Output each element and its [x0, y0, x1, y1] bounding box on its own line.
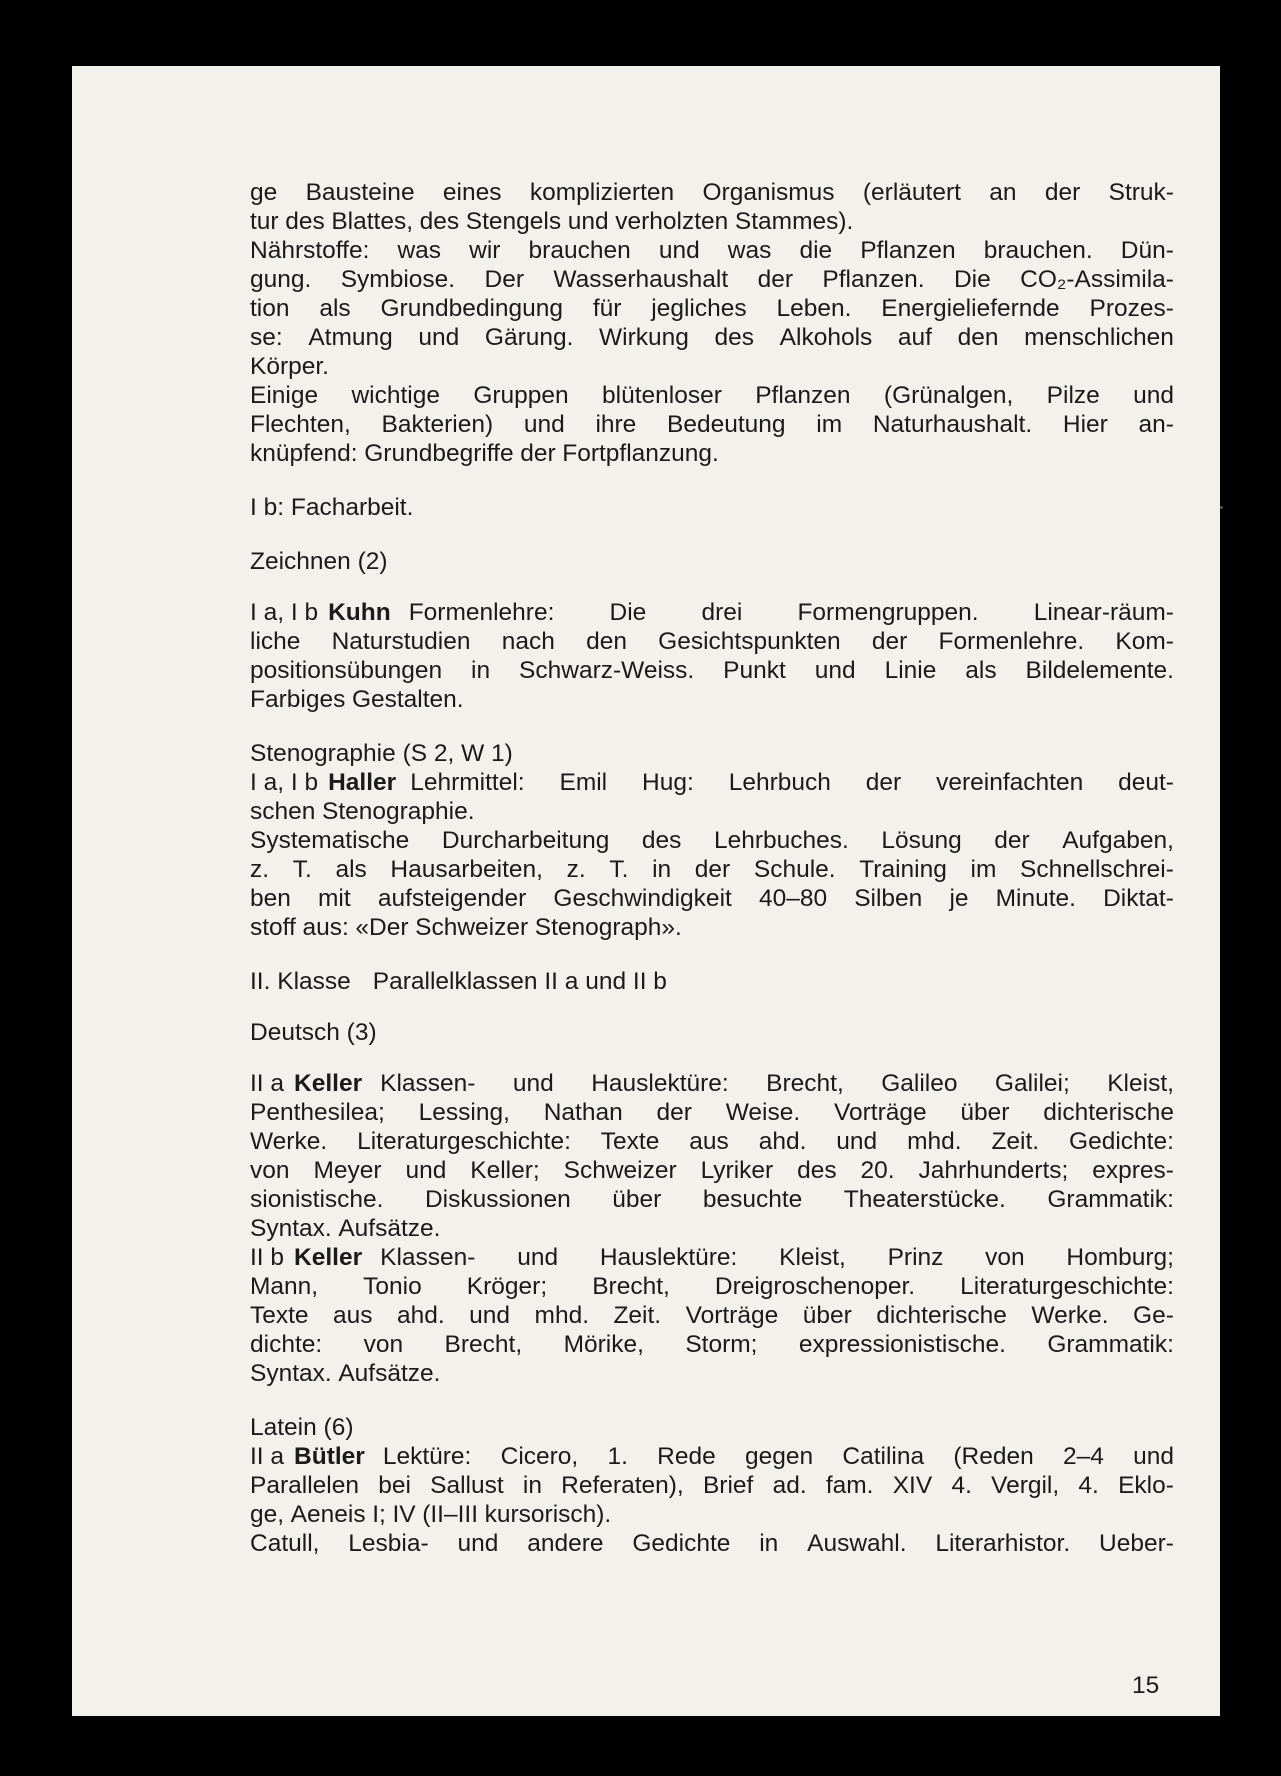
deutsch-iia-first-line: II a Keller Klassen- und Hauslektüre: Brecht, Galileo Galilei; Kleist,	[250, 1070, 1174, 1097]
text-line: Parallelen bei Sallust in Referaten), Brief ad. fam. XIV 4. Vergil, 4. Eklo-	[250, 1472, 1174, 1499]
teacher-name: Haller	[328, 769, 397, 796]
class-label: I a, I b	[250, 769, 319, 796]
text-line: sionistische. Diskussionen über besuchte Theaterstücke. Grammatik:	[250, 1186, 1174, 1213]
teacher-name: Bütler	[294, 1443, 365, 1470]
text-line: stoff aus: «Der Schweizer Stenograph».	[250, 914, 682, 941]
teacher-name: Keller	[294, 1070, 363, 1097]
text-line: Flechten, Bakterien) und ihre Bedeutung im Naturhaushalt. Hier an-	[250, 411, 1174, 438]
text-line: Farbiges Gestalten.	[250, 686, 464, 713]
text-line: Einige wichtige Gruppen blütenloser Pflanzen (Grünalgen, Pilze und	[250, 382, 1174, 409]
facharbeit-line: I b: Facharbeit.	[250, 494, 414, 521]
text-line: ge Bausteine eines komplizierten Organismus (erläutert an der Struk-	[250, 179, 1174, 206]
text-line: knüpfend: Grundbegriffe der Fortpflanzung.	[250, 440, 719, 467]
text-line: Syntax. Aufsätze.	[250, 1360, 441, 1387]
teacher-name: Keller	[294, 1244, 363, 1271]
text-line: Nährstoffe: was wir brauchen und was die Pflanzen brauchen. Dün-	[250, 237, 1174, 264]
text-line: schen Stenographie.	[250, 798, 475, 825]
class-label: II a	[250, 1443, 285, 1470]
zeichnen-first-line: I a, I b Kuhn Formenlehre: Die drei Formengruppen. Linear-räum-	[250, 599, 1174, 626]
text-line: Penthesilea; Lessing, Nathan der Weise. Vorträge über dichterische	[250, 1099, 1174, 1126]
stenographie-first-line: I a, I b Haller Lehrmittel: Emil Hug: Lehrbuch der vereinfachten deut-	[250, 769, 1174, 796]
text-line: Syntax. Aufsätze.	[250, 1215, 441, 1242]
text-line: dichte: von Brecht, Mörike, Storm; expressionistische. Grammatik:	[250, 1331, 1174, 1358]
class-heading-label: II. Klasse	[250, 968, 351, 995]
deutsch-iib-first-line: II b Keller Klassen- und Hauslektüre: Kleist, Prinz von Homburg;	[250, 1244, 1174, 1271]
text-line: von Meyer und Keller; Schweizer Lyriker des 20. Jahrhunderts; expres-	[250, 1157, 1174, 1184]
teacher-name: Kuhn	[328, 599, 391, 626]
page-body	[250, 178, 1174, 1558]
class-heading	[250, 967, 1174, 996]
text-line: Werke. Literaturgeschichte: Texte aus ahd. und mhd. Zeit. Gedichte:	[250, 1128, 1174, 1155]
section-heading-zeichnen: Zeichnen (2)	[250, 548, 388, 575]
text-line: ge, Aeneis I; IV (II–III kursorisch).	[250, 1501, 612, 1528]
text-line: tur des Blattes, des Stengels und verholzten Stammes).	[250, 208, 854, 235]
latein-first-line: II a Bütler Lektüre: Cicero, 1. Rede gegen Catilina (Reden 2–4 und	[250, 1443, 1174, 1470]
section-heading-latein: Latein (6)	[250, 1414, 354, 1441]
text-line: Körper.	[250, 353, 329, 380]
text-line: Systematische Durcharbeitung des Lehrbuches. Lösung der Aufgaben,	[250, 827, 1174, 854]
text-line: gung. Symbiose. Der Wasserhaushalt der Pflanzen. Die CO₂-Assimila-	[250, 266, 1174, 293]
text-line: positionsübungen in Schwarz-Weiss. Punkt und Linie als Bildelemente.	[250, 657, 1174, 684]
text-line: Catull, Lesbia- und andere Gedichte in Auswahl. Literarhistor. Ueber-	[250, 1530, 1174, 1557]
scan-speck	[1220, 506, 1223, 509]
text-line: tion als Grundbedingung für jegliches Leben. Energieliefernde Prozes-	[250, 295, 1174, 322]
biology-paragraph	[250, 178, 1174, 468]
document-page	[72, 66, 1220, 1716]
text-line: z. T. als Hausarbeiten, z. T. in der Schule. Training im Schnellschrei-	[250, 856, 1174, 883]
text-line: se: Atmung und Gärung. Wirkung des Alkohols auf den menschlichen	[250, 324, 1174, 351]
class-label: II a	[250, 1070, 285, 1097]
section-heading-deutsch: Deutsch (3)	[250, 1019, 377, 1046]
section-heading-stenographie: Stenographie (S 2, W 1)	[250, 740, 513, 767]
text-line: Texte aus ahd. und mhd. Zeit. Vorträge über dichterische Werke. Ge-	[250, 1302, 1174, 1329]
text-line: Mann, Tonio Kröger; Brecht, Dreigroschenoper. Literaturgeschichte:	[250, 1273, 1174, 1300]
class-label: II b	[250, 1244, 285, 1271]
page-number: 15	[1132, 1672, 1160, 1699]
text-line: ben mit aufsteigender Geschwindigkeit 40–80 Silben je Minute. Diktat-	[250, 885, 1174, 912]
class-heading-subtitle: Parallelklassen II a und II b	[372, 968, 667, 995]
text-line: liche Naturstudien nach den Gesichtspunkten der Formenlehre. Kom-	[250, 628, 1174, 655]
class-label: I a, I b	[250, 599, 319, 626]
